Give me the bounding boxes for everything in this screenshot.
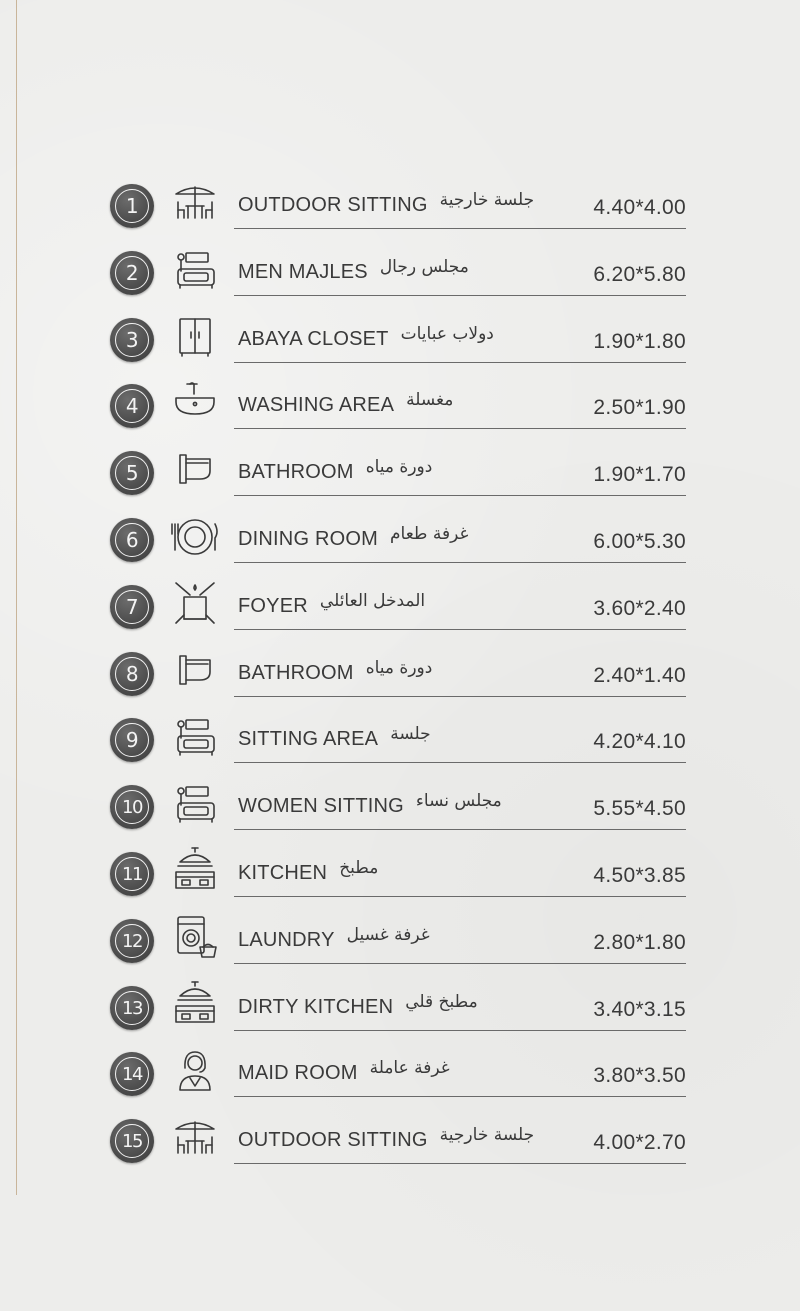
room-dimensions: 4.20*4.10 — [593, 730, 686, 753]
number-label: 7 — [115, 590, 149, 624]
kitchen-hood-icon — [170, 846, 220, 896]
number-label: 2 — [115, 256, 149, 290]
room-row — [0, 852, 800, 892]
room-name — [238, 925, 430, 952]
room-name-english: BATHROOM — [238, 662, 354, 684]
room-dimensions: 4.00*2.70 — [593, 1131, 686, 1154]
number-label: 4 — [115, 389, 149, 423]
number-label: 8 — [115, 657, 149, 691]
row-divider — [234, 362, 686, 363]
number-badge — [110, 184, 154, 228]
row-divider — [234, 629, 686, 630]
number-label: 5 — [115, 456, 149, 490]
number-badge — [110, 852, 154, 896]
row-divider — [234, 228, 686, 229]
room-name-english: KITCHEN — [238, 862, 328, 884]
room-name-arabic: دولاب عبايات — [400, 324, 494, 344]
number-badge — [110, 585, 154, 629]
room-name-english: OUTDOOR SITTING — [238, 1129, 428, 1151]
number-badge — [110, 919, 154, 963]
kitchen-hood-icon — [170, 980, 220, 1030]
room-dimensions: 5.55*4.50 — [593, 797, 686, 820]
row-divider — [234, 1163, 686, 1164]
number-label: 11 — [115, 857, 149, 891]
room-name-arabic: مطبخ — [339, 858, 379, 878]
number-label: 15 — [115, 1124, 149, 1158]
row-divider — [234, 896, 686, 897]
room-name-arabic: غرفة طعام — [389, 524, 469, 544]
number-badge — [110, 1052, 154, 1096]
toilet-icon — [170, 445, 220, 495]
number-badge — [110, 318, 154, 362]
room-name — [238, 390, 454, 417]
room-name-english: DIRTY KITCHEN — [238, 996, 394, 1018]
room-name-arabic: مطبخ قلي — [405, 992, 478, 1012]
maid-icon — [170, 1046, 220, 1096]
room-name-arabic: غرفة عاملة — [369, 1058, 450, 1078]
washing-machine-icon — [170, 913, 220, 963]
row-divider — [234, 562, 686, 563]
room-row — [0, 384, 800, 424]
number-badge — [110, 451, 154, 495]
room-name-english: ABAYA CLOSET — [238, 328, 389, 350]
dining-plate-icon — [170, 512, 220, 562]
row-divider — [234, 696, 686, 697]
row-divider — [234, 1096, 686, 1097]
room-name-english: OUTDOOR SITTING — [238, 194, 428, 216]
row-divider — [234, 495, 686, 496]
room-name — [238, 1058, 450, 1085]
room-row — [0, 451, 800, 491]
room-name-arabic: جلسة — [390, 724, 431, 744]
sink-icon — [170, 378, 220, 428]
room-name-english: MAID ROOM — [238, 1062, 358, 1084]
room-name-arabic: مجلس رجال — [379, 257, 469, 277]
room-name — [238, 658, 433, 685]
room-name-english: BATHROOM — [238, 461, 354, 483]
room-dimensions: 6.00*5.30 — [593, 530, 686, 553]
room-row — [0, 184, 800, 224]
room-row — [0, 986, 800, 1026]
room-dimensions: 1.90*1.70 — [593, 463, 686, 486]
row-divider — [234, 963, 686, 964]
majlis-icon — [170, 245, 220, 295]
room-name — [238, 992, 478, 1019]
room-row — [0, 718, 800, 758]
room-dimensions: 4.40*4.00 — [593, 196, 686, 219]
room-name — [238, 257, 469, 284]
room-dimensions: 2.80*1.80 — [593, 931, 686, 954]
number-badge — [110, 1119, 154, 1163]
room-row — [0, 652, 800, 692]
number-badge — [110, 384, 154, 428]
toilet-icon — [170, 646, 220, 696]
number-label: 14 — [115, 1057, 149, 1091]
majlis-icon — [170, 712, 220, 762]
number-label: 6 — [115, 523, 149, 557]
room-dimensions: 4.50*3.85 — [593, 864, 686, 887]
room-name-arabic: جلسة خارجية — [439, 1125, 535, 1145]
room-name-english: LAUNDRY — [238, 929, 335, 951]
room-name-english: SITTING AREA — [238, 728, 379, 750]
room-dimensions: 3.80*3.50 — [593, 1064, 686, 1087]
room-name-arabic: دورة مياه — [365, 457, 433, 477]
room-row — [0, 518, 800, 558]
number-label: 12 — [115, 924, 149, 958]
room-dimensions: 2.50*1.90 — [593, 396, 686, 419]
room-name-arabic: المدخل العائلي — [319, 591, 426, 611]
room-name-arabic: مغسلة — [406, 390, 454, 410]
majlis-icon — [170, 779, 220, 829]
room-name — [238, 591, 426, 618]
number-badge — [110, 251, 154, 295]
room-dimensions: 6.20*5.80 — [593, 263, 686, 286]
room-dimensions: 3.40*3.15 — [593, 998, 686, 1021]
room-row — [0, 1119, 800, 1159]
room-row — [0, 919, 800, 959]
room-name — [238, 524, 469, 551]
room-name-arabic: جلسة خارجية — [439, 190, 535, 210]
number-badge — [110, 986, 154, 1030]
room-name — [238, 791, 502, 818]
room-dimensions: 2.40*1.40 — [593, 664, 686, 687]
number-label: 13 — [115, 991, 149, 1025]
room-name — [238, 190, 535, 217]
room-name — [238, 858, 379, 885]
room-name — [238, 324, 494, 351]
room-name-english: MEN MAJLES — [238, 261, 368, 283]
number-label: 3 — [115, 323, 149, 357]
room-name-arabic: مجلس نساء — [415, 791, 502, 811]
outdoor-sitting-icon — [170, 178, 220, 228]
room-name-english: DINING ROOM — [238, 528, 378, 550]
room-dimensions: 3.60*2.40 — [593, 597, 686, 620]
room-row — [0, 318, 800, 358]
foyer-door-icon — [170, 579, 220, 629]
row-divider — [234, 1030, 686, 1031]
number-badge — [110, 518, 154, 562]
outdoor-sitting-icon — [170, 1113, 220, 1163]
number-badge — [110, 652, 154, 696]
room-row — [0, 785, 800, 825]
row-divider — [234, 295, 686, 296]
number-badge — [110, 785, 154, 829]
room-name — [238, 457, 433, 484]
row-divider — [234, 428, 686, 429]
room-row — [0, 1052, 800, 1092]
room-name-english: WOMEN SITTING — [238, 795, 404, 817]
number-label: 10 — [115, 790, 149, 824]
room-row — [0, 251, 800, 291]
number-label: 9 — [115, 723, 149, 757]
room-name-arabic: دورة مياه — [365, 658, 433, 678]
room-dimensions: 1.90*1.80 — [593, 330, 686, 353]
room-name-arabic: غرفة غسيل — [346, 925, 430, 945]
number-label: 1 — [115, 189, 149, 223]
room-name — [238, 1125, 535, 1152]
row-divider — [234, 829, 686, 830]
closet-icon — [170, 312, 220, 362]
room-name-english: FOYER — [238, 595, 308, 617]
room-name-english: WASHING AREA — [238, 394, 395, 416]
row-divider — [234, 762, 686, 763]
room-name — [238, 724, 431, 751]
number-badge — [110, 718, 154, 762]
room-row — [0, 585, 800, 625]
